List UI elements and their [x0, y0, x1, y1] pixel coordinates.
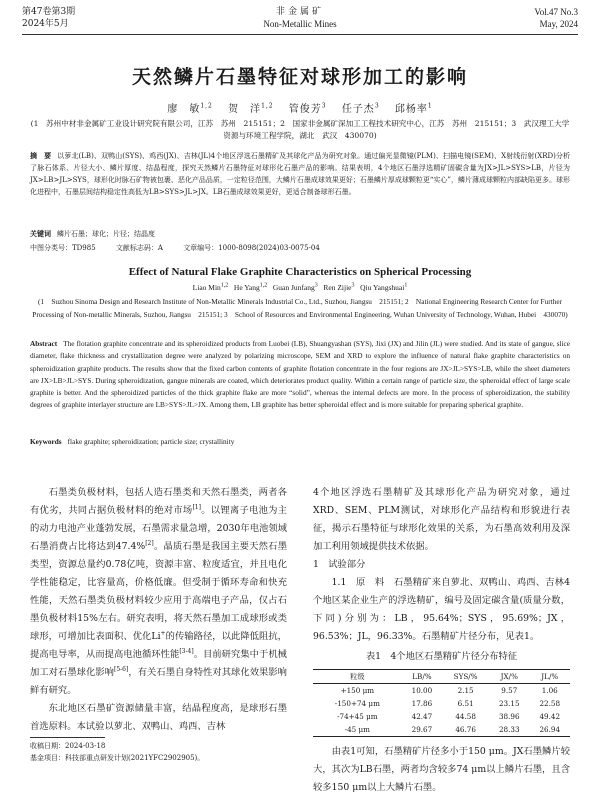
volume-issue-cn: 第47卷第3期	[22, 7, 76, 17]
subsection-heading: 1.1 原 料	[331, 577, 385, 588]
table-caption: 表1 4个地区石墨精矿片径分布特征	[365, 651, 518, 662]
author-list-cn	[0, 100, 600, 115]
footnote-received: 收稿日期：2024-03-18	[30, 742, 106, 750]
section-heading: 1 试验部分	[313, 559, 366, 570]
keywords-cn	[30, 228, 570, 240]
table-header-cell: JL/%	[541, 672, 559, 681]
abstract-text-cn: 以萝北(LB)、双鸭山(SYS)、鸡西(JX)、吉林(JL)4个地区浮选石墨精矿及其球化产品为研究对象。通过偏光显微镜(PLM)、扫描电镜(SEM)、X射线衍射(XRD)分析了脉石体系、片径大小、鳞片厚度、结晶程度，探究天然鳞片石墨特征对球形化石墨产品的影响。结果表明，4个地区石墨浮选精矿固碳含量为JX>JL>SYS>LB，片径为JX>LB>JL>SYS，球形化时脉石矿物被包裹、恶化产品品质，一定粒径范围，大鳞片石墨成球效果更好；石墨鳞片厚成球颗粒更“实心”，鳞片薄成球颗粒内部缺陷更多。球形化进程中，石墨层间结构稳定性高低为LB>SYS>JL>JX。LB石墨成球效果更好，更适合制备球形石墨。	[30, 152, 571, 196]
journal-name-en: Non-Metallic Mines	[263, 19, 337, 29]
header-right	[534, 6, 578, 30]
body-paragraph-continued: 4个地区浮选石墨精矿及其球形化产品为研究对象，通过XRD、SEM、PLM测试，对球形化产品结构和形貌进行表征，揭示石墨特征与球形化效果的关系，为石墨高效利用及深加工利用领域提供技术依据。	[313, 487, 570, 552]
document-code: 文献标志码：A	[115, 244, 163, 252]
date-cn: 2024年5月	[22, 19, 69, 29]
table-header-cell: LB/%	[412, 672, 432, 681]
journal-name-cn: 非金属矿	[275, 7, 324, 17]
abstract-text-en: The flotation graphite concentrate and its spheroidized products from Luobei (LB), Shuangyashan (SYS), Jixi (JX) and Jilin (JL) were studied. And its state of gangue, slice diameter, flake thickness and crystallization degree were analyzed by polarizing microscope, SEM and XRD to explore the influence of natural flake graphite characteristics on spheroidization graphite products. The results show that the fixed carbon contents of graphite flotation concentrate in the four regions are JX>JL>SYS>LB, while the sheet diameters are JX>LB>JL>SYS. During spheroidization, gangue minerals are coated, which deteriorates product quality. Within a certain range of particle size, the spheroidal effect of large scale graphite is better. And the spheroidized particles of the thick graphite flake are more “solid”, whereas the internal defects are more. In the process of spheroidization, the stability degrees of graphite interlayer structure are LB>SYS>JL>JX. Among them, LB graphite has better spheroidal effect and is more suitable for preparing spherical graphite.	[30, 339, 570, 410]
table-row: -45 μm 29.67 46.76 28.33 26.94	[313, 723, 570, 737]
footnote-divider	[30, 737, 105, 738]
header-divider	[22, 34, 578, 35]
body-column-left	[30, 484, 287, 736]
author-cn: 邱杨率$^1$	[394, 102, 433, 115]
abstract-cn	[30, 150, 570, 198]
table-header-cell: SYS/%	[453, 672, 478, 681]
body-paragraph: 石墨类负极材料，包括人造石墨类和天然石墨类，两者各有优劣，共同占据负极材料的绝对市场[1]。以锂离子电池为主的动力电池产业蓬勃发展，石墨需求量急增，2030年电池领域石墨消费占比将达到47.4%[2]。晶质石墨是我国主要天然石墨类型，资源总量约0.78亿吨，资源丰富、粒度适宜，并且电化学性能稳定，比容量高，价格低廉。但受制于循环寿命和快充性能，天然石墨类负极材料较少应用于高端电子产品，仅占石墨负极材料15%左右。研究表明，将天然石墨加工成球形或类球形，可增加比表面积、优化Li+的传输路径，以此降低阻抗，提高电导率，从而提高电池循环性能[3-4]。目前研究集中于机械加工对石墨球化影响[5-6]，有关石墨自身特性对其球化效果影响鲜有研究。	[30, 487, 287, 696]
body-paragraph: 由表1可知，石墨精矿片径多小于150 μm。JX石墨鳞片较大，其次为LB石墨，两者均含较多74 μm以上鳞片石墨，且含较多150 μm以上大鳞片石墨。	[313, 746, 570, 793]
table-row: -74+45 μm 42.47 44.58 38.96 49.42	[337, 712, 561, 721]
article-title-cn: 天然鳞片石墨特征对球形加工的影响	[131, 66, 468, 88]
affiliations-en: (1 Suzhou Sinoma Design and Research Institute of Non-Metallic Minerals Industrial Co., Ltd., Suzhou, Jiangsu 215151; 2 National Engineering Research Center for Further Processing of Non-metallic Minerals, Suzhou, Jiangsu 215151; 3 School of Resources and Environmental Engineering, Wuhan University of Technology, Wuhan, Hubei 430070)	[32, 297, 568, 319]
header-center	[22, 6, 578, 30]
table-header-row	[313, 670, 570, 684]
keywords-label-en: Keywords	[30, 437, 62, 446]
body-paragraph: 东北地区石墨矿资源储量丰富，结晶程度高，是球形石墨首选原料。本试验以萝北、双鸭山、鸡西、吉林	[30, 703, 287, 732]
table-row: +150 μm 10.00 2.15 9.57 1.06	[340, 686, 558, 695]
keywords-text-cn: 鳞片石墨；球化；片径；结晶度	[57, 230, 155, 238]
subsection-paragraph: 1.1 原 料 石墨精矿来自萝北、双鸭山、鸡西、吉林4个地区某企业生产的浮选精矿，编号及固定碳含量(质量分数，下同)分别为：LB，95.64%；SYS，95.69%；JX，96.53%；JL，96.33%。石墨精矿片径分布，见表1。	[313, 577, 570, 642]
size-distribution-table	[313, 669, 570, 737]
classification-line	[30, 242, 570, 254]
author-en: Ren Zijie$^3$	[323, 282, 355, 292]
author-en: Qiu Yangshuai$^1$	[360, 282, 408, 292]
abstract-label-cn: 摘 要	[30, 151, 52, 160]
author-en: Liao Min$^{1,2}$	[192, 282, 229, 292]
table-header-cell: JX/%	[500, 672, 518, 681]
author-cn: 贺 洋$^{1,2}$	[228, 102, 274, 115]
running-header	[22, 6, 578, 36]
article-number: 文章编号：1000-8098(2024)03-0075-04	[183, 244, 320, 252]
keywords-label-cn: 关键词	[30, 229, 51, 238]
keywords-text-en: flake graphite; spheroidization; particle size; crystallinity	[67, 437, 235, 446]
table-row: -150+74 μm 17.86 6.51 23.15 22.58	[334, 699, 561, 708]
author-cn: 任子杰$^3$	[341, 102, 380, 115]
author-cn: 管俊芳$^3$	[288, 102, 327, 115]
author-cn: 廖 敏$^{1,2}$	[167, 102, 213, 115]
author-en: Guan Junfang$^3$	[272, 282, 318, 292]
author-en: He Yang$^{1,2}$	[233, 282, 268, 292]
author-list-en	[0, 283, 600, 292]
date-en: May, 2024	[539, 19, 578, 29]
body-column-right	[313, 484, 570, 797]
affiliations-cn: (1 苏州中材非金属矿工业设计研究院有限公司，江苏 苏州 215151；2 国家非金属矿深加工工程技术研究中心，江苏 苏州 215151；3 武汉理工大学 资源与环境工程学院，湖北 武汉 430070)	[30, 119, 577, 140]
clc-number: 中图分类号：TD985	[30, 244, 96, 252]
footnote-fund: 基金项目：科技部重点研发计划(2021YFC2902905)。	[30, 754, 205, 762]
table-header-cell: 粒级	[350, 672, 365, 681]
abstract-label-en: Abstract	[30, 339, 58, 348]
article-title-en: Effect of Natural Flake Graphite Characteristics on Spherical Processing	[128, 266, 472, 278]
volume-issue-en: Vol.47 No.3	[534, 7, 578, 17]
abstract-en	[30, 338, 570, 412]
keywords-en	[30, 436, 570, 448]
